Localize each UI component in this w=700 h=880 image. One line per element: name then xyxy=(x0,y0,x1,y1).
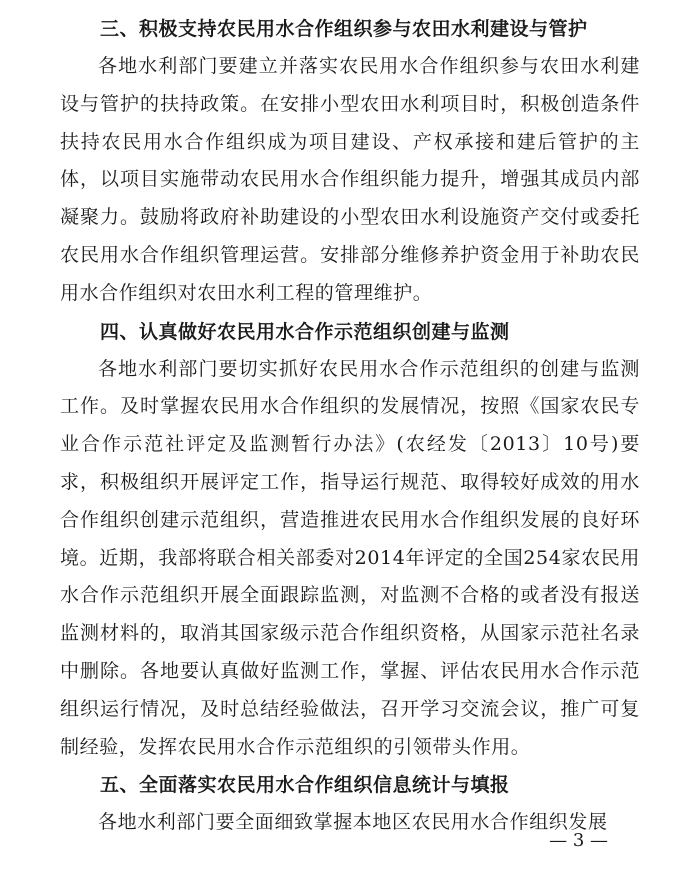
section-3-paragraph: 各地水利部门要建立并落实农民用水合作组织参与农田水利建设与管护的扶持政策。在安排小型农田水利项目时，积极创造条件扶持农民用水合作组织成为项目建设、产权承接和建后管护的主体，以项目实施带动农民用水合作组织能力提升，增强其成员内部凝聚力。鼓励将政府补助建设的小型农田水利设施资产交付或委托农民用水合作组织管理运营。安排部分维修养护资金用于补助农民用水合作组织对农田水利工程的管理维护。 xyxy=(60,55,640,304)
section-5-heading: 五、全面落实农民用水合作组织信息统计与填报 xyxy=(100,774,510,797)
section-4-paragraph: 各地水利部门要切实抓好农民用水合作示范组织的创建与监测工作。及时掌握农民用水合作组织的发展情况，按照《国家农民专业合作示范社评定及监测暂行办法》(农经发〔2013〕10号)要求，积极组织开展评定工作，指导运行规范、取得较好成效的用水合作组织创建示范组织，营造推进农民用水合作组织发展的良好环境。近期，我部将联合相关部委对2014年评定的全国254家农民用水合作示范组织开展全面跟踪监测，对监测不合格的或者没有报送监测材料的，取消其国家级示范合作组织资格，从国家示范社名录中删除。各地要认真做好监测工作，掌握、评估农民用水合作示范组织运行情况，及时总结经验做法，召开学习交流会议，推广可复制经验，发挥农民用水合作示范组织的引领带头作用。 xyxy=(60,357,640,758)
section-4-heading: 四、认真做好农民用水合作示范组织创建与监测 xyxy=(100,320,510,343)
section-3-heading: 三、积极支持农民用水合作组织参与农田水利建设与管护 xyxy=(100,18,588,40)
document-body xyxy=(60,10,640,842)
page-number: — 3 — xyxy=(549,830,608,851)
section-5-paragraph: 各地水利部门要全面细致掌握本地区农民用水合作组织发展 xyxy=(98,811,608,834)
